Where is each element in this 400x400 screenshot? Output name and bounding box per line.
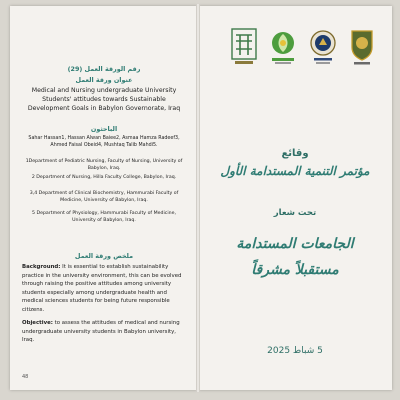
objective-paragraph <box>22 319 186 345</box>
objective-text: to assess the attitudes of medical and nursing undergraduate university students in Babylon university, Iraq. <box>22 320 180 344</box>
paper-number: رقم الورقة العمل (29) <box>67 65 141 73</box>
slogan-line-2: مستقبلاً مشرقاً <box>251 262 339 278</box>
logo-shield <box>347 25 378 69</box>
title-heading: عنوان ورقة العمل <box>75 76 133 84</box>
logo-calligraphy <box>228 25 259 69</box>
calligraphy-logo-icon <box>230 27 258 67</box>
green-leaf-emblem-icon <box>268 27 298 67</box>
proceedings-label: وقائع <box>281 148 309 159</box>
objective-label: Objective: <box>22 320 53 326</box>
logo-row <box>228 20 378 74</box>
affiliation-3: 3,4 Department of Clinical Biochemistry, Hammurabi Faculty of Medicine, University of Babylon, Iraq. <box>29 191 179 203</box>
shield-emblem-icon <box>347 27 377 67</box>
summary-heading: ملخص ورقة العمل <box>74 252 134 260</box>
affiliation-2: 2 Department of Nursing, Hilla Faculty College, Babylon, Iraq. <box>31 175 177 180</box>
researchers-text: Sahar Hassan1, Hassan Alwan Baiee2, Asmaa Hamza Radeef3, Ahmed Faisal Obeid4, Mushtaq Talib Mahdi5. <box>28 136 180 148</box>
logo-green-emblem <box>268 25 299 69</box>
slogan-line-1: الجامعات المستدامة <box>236 236 354 252</box>
background-paragraph <box>22 263 186 315</box>
book-gutter <box>196 4 200 392</box>
paper-title: Medical and Nursing undergraduate University Students' attitudes towards Sustainable Development Goals in Babylon Governorate, Iraq <box>27 87 181 112</box>
background-label: Background: <box>22 264 61 270</box>
affiliation-1: 1Department of Pediatric Nursing, Faculty of Nursing, University of Babylon, Iraq. <box>25 159 183 171</box>
affiliation-4: 5 Department of Physiology, Hammurabi Faculty of Medicine, University of Babylon, Iraq. <box>31 211 177 223</box>
under-slogan-label: تحت شعار <box>273 208 317 218</box>
conference-title: مؤتمر التنمية المستدامة الأول <box>220 164 370 178</box>
university-seal-icon <box>308 27 338 67</box>
page-number: 48 <box>22 374 29 380</box>
conference-date: 5 شباط 2025 <box>267 346 323 356</box>
background-text: It is essential to establish sustainability practice in the university environment, this can be evolved through raising the positive attitudes among university students especially among undergraduate health and medical sciences students for being future responsible citizens. <box>22 264 182 313</box>
logo-university-seal <box>307 25 338 69</box>
researchers-heading: الباحثون <box>90 125 118 133</box>
